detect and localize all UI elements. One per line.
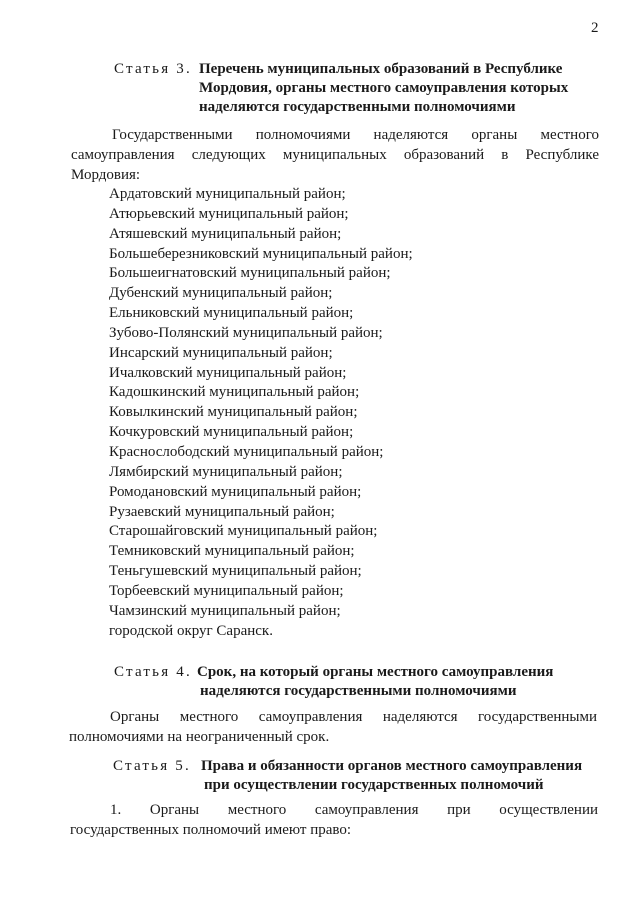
article-4-body [69, 707, 597, 747]
list-item: Кочкуровский муниципальный район; [109, 424, 354, 441]
page-number: 2 [591, 20, 599, 36]
paragraph-line: 1. Органы местного самоуправления при осуществлении [110, 802, 598, 818]
list-item: Атяшевский муниципальный район; [109, 225, 342, 242]
paragraph-line: самоуправления следующих муниципальных образований в Республике [71, 147, 599, 163]
article-3-title-line: Мордовия, органы местного самоуправления которых [199, 80, 569, 96]
list-item: Ромодановский муниципальный район; [109, 483, 362, 500]
article-3-title-line: наделяются государственными полномочиями [199, 99, 516, 115]
article-3-heading [114, 60, 594, 120]
list-item: Кадошкинский муниципальный район; [109, 384, 360, 401]
list-item: Ардатовский муниципальный район; [109, 186, 346, 202]
article-5-title-line: при осуществлении государственных полномочий [204, 777, 544, 793]
article-5-heading [113, 757, 598, 797]
list-item: Краснослободский муниципальный район; [109, 443, 384, 460]
article-3-intro [71, 125, 599, 185]
article-4-label: Статья 4. [114, 664, 192, 680]
article-3-label: Статья 3. [114, 61, 192, 77]
article-4-title [197, 663, 553, 701]
paragraph-line: Мордовия: [71, 167, 141, 183]
list-item: Атюрьевский муниципальный район; [109, 205, 349, 222]
paragraph-line: Государственными полномочиями наделяются органы местного [112, 127, 599, 143]
article-5-label: Статья 5. [113, 758, 191, 774]
list-item: Ельниковский муниципальный район; [109, 305, 354, 322]
article-4-title-line: Срок, на который органы местного самоуправления [197, 664, 554, 680]
paragraph-line: Органы местного самоуправления наделяются государственными [110, 709, 597, 725]
list-item: Ковылкинский муниципальный район; [109, 404, 358, 421]
list-item: Дубенский муниципальный район; [109, 285, 333, 302]
list-item: городской округ Саранск. [109, 622, 273, 639]
list-item: Большеигнатовский муниципальный район; [109, 265, 391, 282]
article-3-title [199, 60, 568, 117]
list-item: Рузаевский муниципальный район; [109, 503, 335, 520]
article-5-title [201, 757, 582, 795]
list-item: Торбеевский муниципальный район; [109, 582, 344, 599]
list-item: Теньгушевский муниципальный район; [109, 563, 362, 580]
article-4-title-line: наделяются государственными полномочиями [200, 683, 517, 699]
list-item: Ичалковский муниципальный район; [109, 364, 347, 381]
list-item: Чамзинский муниципальный район; [109, 602, 341, 619]
list-item: Лямбирский муниципальный район; [109, 463, 343, 480]
list-item: Старошайговский муниципальный район; [109, 523, 378, 540]
municipality-list [109, 184, 413, 640]
article-5-body [70, 800, 598, 840]
list-item: Зубово-Полянский муниципальный район; [109, 324, 383, 341]
article-3-title-line: Перечень муниципальных образований в Республике [199, 61, 563, 77]
article-4-heading [114, 663, 594, 703]
list-item: Большеберезниковский муниципальный район; [109, 245, 413, 262]
list-item: Инсарский муниципальный район; [109, 344, 333, 361]
paragraph-line: государственных полномочий имеют право: [70, 822, 352, 838]
article-5-title-line: Права и обязанности органов местного самоуправления [201, 758, 583, 774]
paragraph-line: полномочиями на неограниченный срок. [69, 729, 330, 745]
list-item: Темниковский муниципальный район; [109, 543, 355, 560]
